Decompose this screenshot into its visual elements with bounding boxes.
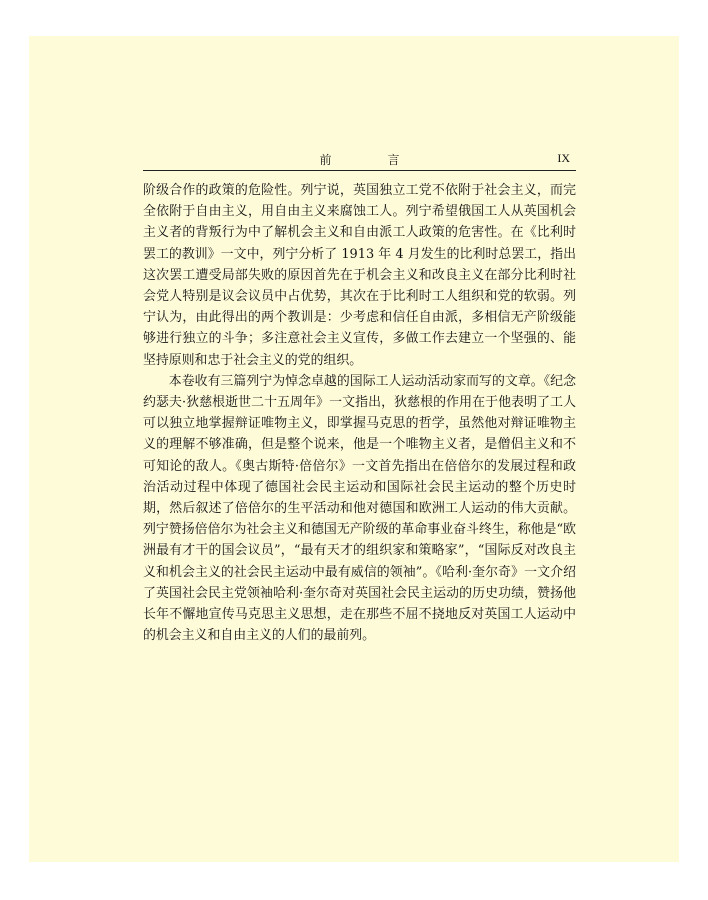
body-text xyxy=(143,180,576,646)
paragraph-continued: 阶级合作的政策的危险性。列宁说，英国独立工党不依附于社会主义，而完全依附于自由主义，用自由主义来腐蚀工人。列宁希望俄国工人从英国机会主义者的背叛行为中了解机会主义和自由派工人政策的危害性。在《比利时罢工的教训》一文中，列宁分析了 1913 年 4 月发生的比利时总罢工，指出这次罢工遭受局部失败的原因首先在于机会主义和改良主义在部分比利时社会党人特别是议会议员中占优势，其次在于比利时工人组织和党的软弱。列宁认为，由此得出的两个教训是：少考虑和信任自由派，多相信无产阶级能够进行独立的斗争；多注意社会主义宣传，多做工作去建立一个坚强的、能坚持原则和忠于社会主义的党的组织。 xyxy=(143,183,576,368)
paragraph: 本卷收有三篇列宁为悼念卓越的国际工人运动活动家而写的文章。《纪念约瑟夫·狄慈根逝世二十五周年》一文指出，狄慈根的作用在于他表明了工人可以独立地掌握辩证唯物主义，即掌握马克思的哲学，虽然他对辩证唯物主义的理解不够准确，但是整个说来，他是一个唯物主义者，是僧侣主义和不可知论的敌人。《奥古斯特·倍倍尔》一文首先指出在倍倍尔的发展过程和政治活动过程中体现了德国社会民主运动和国际社会民主运动的整个历史时期，然后叙述了倍倍尔的生平活动和他对德国和欧洲工人运动的伟大贡献。列宁赞扬倍倍尔为社会主义和德国无产阶级的革命事业奋斗终生，称他是“欧洲最有才干的国会议员”，“最有天才的组织家和策略家”，“国际反对改良主义和机会主义的社会民主运动中最有威信的领袖”。《哈利·奎尔奇》一文介绍了英国社会民主党领袖哈利·奎尔奇对英国社会民主运动的历史功绩，赞扬他长年不懈地宣传马克思主义思想，走在那些不屈不挠地反对英国工人运动中的机会主义和自由主义的人们的最前列。 xyxy=(143,373,576,644)
page-number: IX xyxy=(557,151,570,165)
running-head xyxy=(143,148,576,171)
chapter-title: 前 言 xyxy=(319,153,422,167)
